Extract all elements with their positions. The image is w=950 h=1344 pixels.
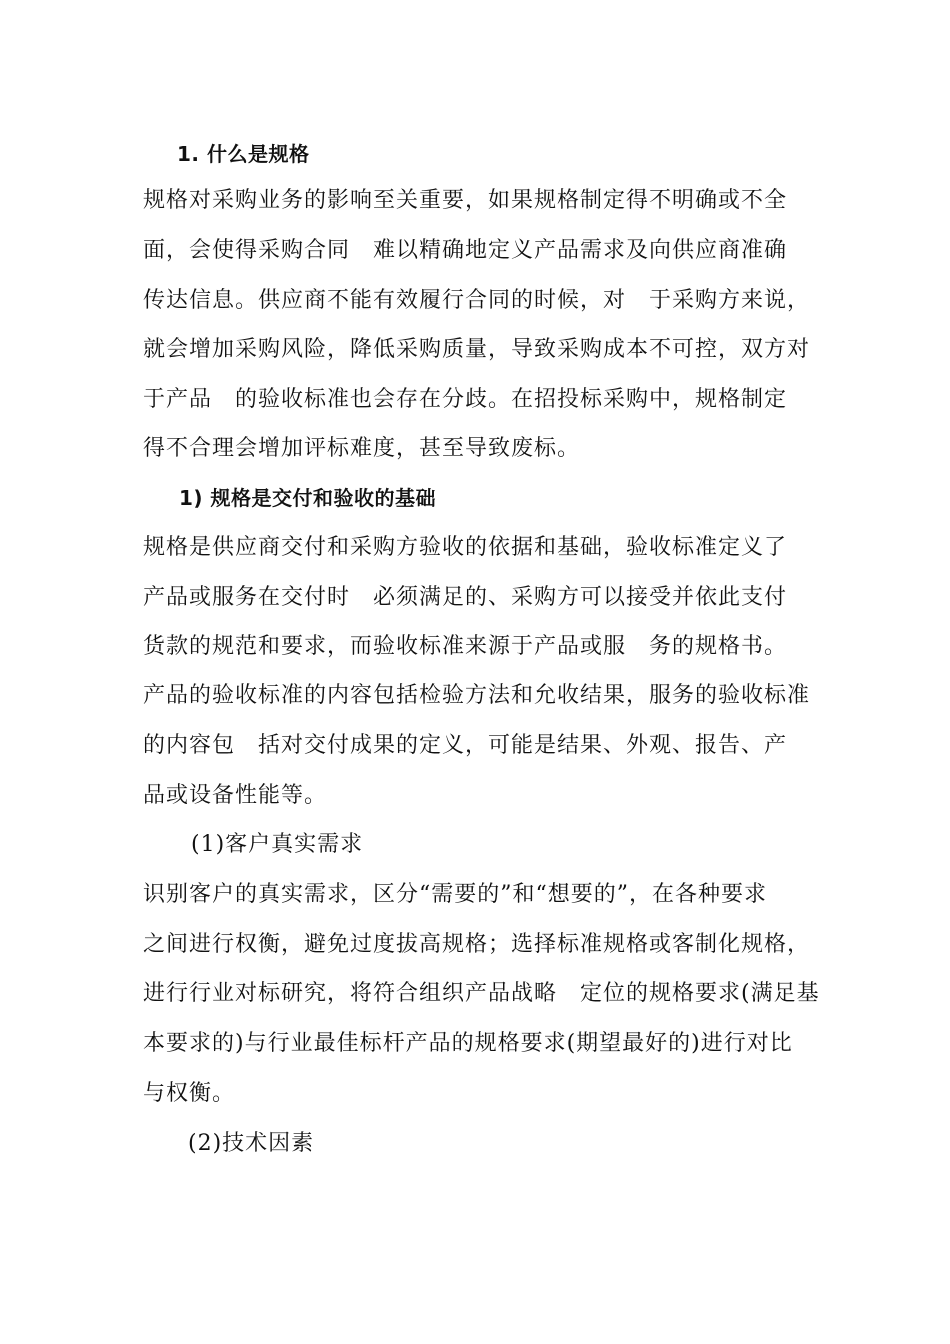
paragraph-line: 规格对采购业务的影响至关重要，如果规格制定得不明确或不全	[143, 188, 788, 213]
paragraph-line: 得不合理会增加评标难度，甚至导致废标。	[143, 436, 581, 461]
paragraph-line: 品或设备性能等。	[143, 783, 328, 808]
paragraph-line: 于产品 的验收标准也会存在分歧。在招投标采购中，规格制定	[143, 387, 788, 412]
subsection-heading: 1) 规格是交付和验收的基础	[179, 486, 437, 510]
item-heading: (1)客户真实需求	[191, 832, 364, 857]
paragraph-line: 的内容包 括对交付成果的定义，可能是结果、外观、报告、产	[143, 733, 788, 758]
paragraph-line: 面，会使得采购合同 难以精确地定义产品需求及向供应商准确	[143, 238, 788, 263]
paragraph-line: 之间进行权衡，避免过度拔高规格；选择标准规格或客制化规格，	[143, 932, 811, 957]
paragraph-line: 进行行业对标研究，将符合组织产品战略 定位的规格要求(满足基	[143, 981, 820, 1006]
paragraph-line: 产品或服务在交付时 必须满足的、采购方可以接受并依此支付	[143, 585, 788, 610]
paragraph-line: 规格是供应商交付和采购方验收的依据和基础，验收标准定义了	[143, 535, 788, 560]
paragraph-line: 产品的验收标准的内容包括检验方法和允收结果，服务的验收标准	[143, 683, 811, 708]
section-heading: 1. 什么是规格	[177, 142, 310, 166]
paragraph-line: 本要求的)与行业最佳标杆产品的规格要求(期望最好的)进行对比	[143, 1031, 793, 1056]
paragraph-line: 就会增加采购风险，降低采购质量，导致采购成本不可控，双方对	[143, 337, 811, 362]
paragraph-line: 与权衡。	[143, 1081, 236, 1106]
paragraph-line: 识别客户的真实需求，区分“需要的”和“想要的”，在各种要求	[143, 882, 767, 907]
paragraph-line: 传达信息。供应商不能有效履行合同的时候，对 于采购方来说，	[143, 288, 811, 313]
paragraph-line: 货款的规范和要求，而验收标准来源于产品或服 务的规格书。	[143, 634, 788, 659]
item-heading: (2)技术因素	[188, 1131, 315, 1156]
